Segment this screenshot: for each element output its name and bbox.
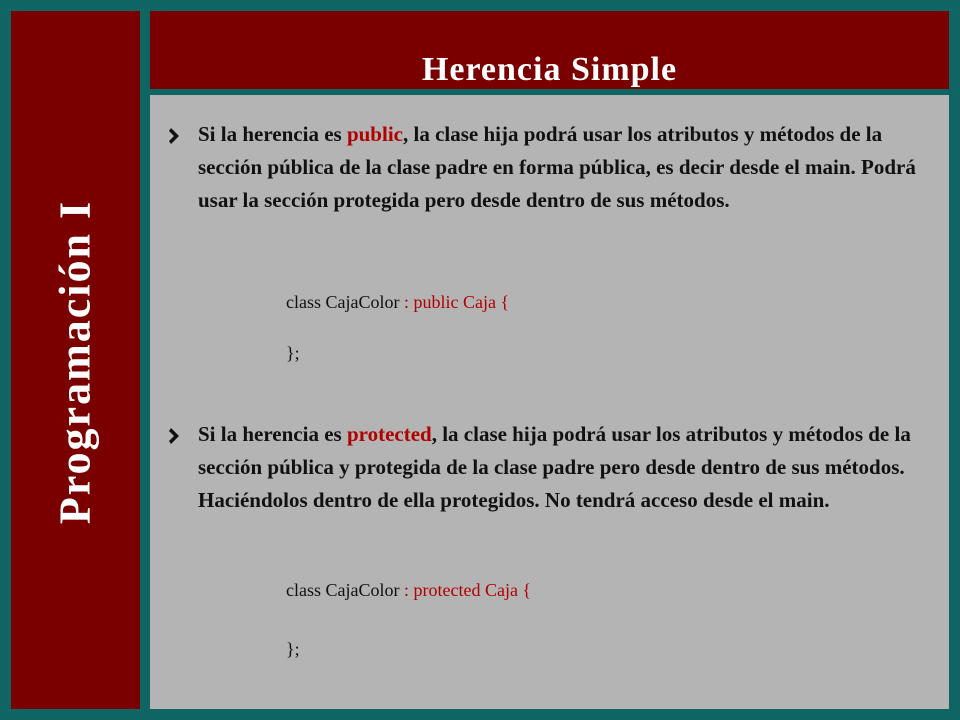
bullet-item-public bbox=[168, 118, 918, 217]
course-title: Programación I bbox=[50, 199, 100, 525]
chevron-bullet-icon bbox=[168, 426, 182, 446]
code-line: }; bbox=[286, 343, 300, 363]
slide-title: Herencia Simple bbox=[421, 51, 678, 88]
keyword-protected: protected bbox=[346, 422, 432, 446]
keyword-public: public bbox=[346, 122, 403, 146]
bullet-text: Si la herencia es public, la clase hija podrá usar los atributos y métodos de la sección pública de la clase padre en forma pública, es decir desde el main. Podrá usar la sección protegida pero desde dentro de sus métodos. bbox=[198, 122, 916, 212]
code-line: class CajaColor : protected Caja { bbox=[286, 580, 532, 600]
slide-header bbox=[150, 11, 949, 89]
bullet-text: Si la herencia es protected, la clase hija podrá usar los atributos y métodos de la sección pública y protegida de la clase padre pero desde dentro de sus métodos. Haciéndolos dentro de ella protegidos. No tendrá acceso desde el main. bbox=[198, 422, 911, 512]
code-line: }; bbox=[286, 639, 300, 659]
slide-content bbox=[150, 95, 949, 709]
code-line: class CajaColor : public Caja { bbox=[286, 292, 510, 312]
bullet-item-protected bbox=[168, 418, 918, 517]
chevron-bullet-icon bbox=[168, 126, 182, 146]
